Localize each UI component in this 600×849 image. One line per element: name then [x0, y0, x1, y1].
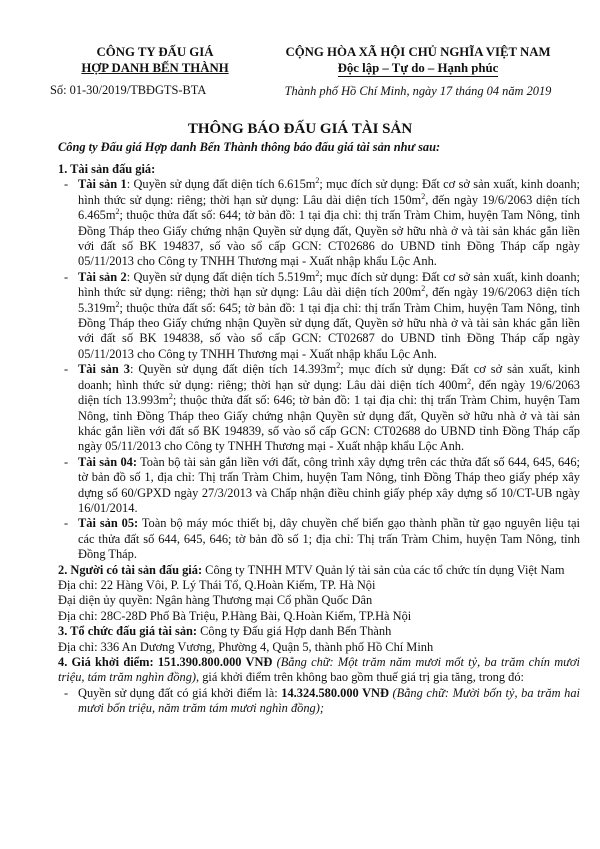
national-motto: Độc lập – Tự do – Hạnh phúc [337, 61, 499, 75]
asset-1: - Tài sản 1: Quyền sử dụng đất diện tích $6.615m^2$; mục đích sử dụng: Đất cơ sở sản xuất, kinh doanh; hình thức sử dụng: riêng; thời hạn sử dụng: Lâu dài diện tích $150m^2$, đến ngày 19/6/2063 diện tích $6.465m^2$; thuộc thửa đất số: 644; tờ bản đồ: 1 tại địa chỉ: thị trấn Tràm Chim, huyện Tam Nông, tỉnh Đồng Tháp theo Giấy chứng nhận Quyền sử dụng đất, Quyền sở hữu nhà ở và tài sản khác gắn liền với đất số BK 194837, số vào sổ cấp GCN: CT02686 do UBND tỉnh Đồng Tháp cấp ngày 05/11/2013 cho Công ty TNHH Thương mại - Xuất nhập khẩu Lộc Anh. [58, 177, 580, 269]
document-number: Số: 01-30/2019/TBĐGTS-BTA [50, 83, 207, 97]
company-name-line2: HỢP DANH BẾN THÀNH [81, 61, 229, 75]
starting-price: 4. Giá khởi điểm: 151.390.800.000 VNĐ [58, 655, 273, 669]
land-use-price-words: (Bằng chữ: Mười bốn tỷ, ba trăm hai mươi bốn triệu, năm trăm tám mươi nghìn đồng); [78, 685, 580, 716]
section-4: 4. Giá khởi điểm: 151.390.800.000 VNĐ (Bằng chữ: Một trăm năm mươi mốt tỷ, ba trăm chín mươi triệu, tám trăm nghìn đồng), giá khởi điểm trên không bao gồm thuế giá trị gia tăng, trong đó: [58, 655, 580, 685]
document-body [58, 162, 580, 717]
asset-4-label: Tài sản 04: [78, 454, 137, 469]
land-use-price: - Quyền sử dụng đất có giá khởi điểm là: 14.324.580.000 VNĐ (Bằng chữ: Mười bốn tỷ, ba trăm hai mươi bốn triệu, năm trăm tám mươi nghìn đồng); [58, 686, 580, 717]
asset-4: - Tài sản 04: Toàn bộ tài sản gắn liền với đất, công trình xây dựng trên các thửa đất số 644, 645, 646; tờ bản đồ số 1, địa chỉ: Thị trấn Tràm Chim, huyện Tam Nông, tỉnh Đồng Tháp theo giấy phép xây dựng số 60/GPXD ngày 27/3/2013 và Chấp nhận điều chỉnh giấy phép xây dựng số 10/CT-UB ngày 16/01/2014. [58, 455, 580, 517]
land-use-price-value: 14.324.580.000 VNĐ [281, 685, 389, 700]
intro-line: Công ty Đấu giá Hợp danh Bến Thành thông báo đấu giá tài sản như sau: [58, 140, 441, 154]
owner-address: Địa chỉ: 22 Hàng Vôi, P. Lý Thái Tổ, Q.Hoàn Kiếm, TP. Hà Nội [58, 577, 376, 592]
issuer-block [50, 44, 260, 98]
section-3-heading: 3. Tổ chức đấu giá tài sản: [58, 624, 198, 639]
asset-5: - Tài sản 05: Toàn bộ máy móc thiết bị, dây chuyền chế biến gạo thành phần từ gạo nguyên liệu tại các thửa đất số 644, 645, 646; tờ bản đồ số 1; địa chỉ: Thị trấn Tràm Chim, huyện Tam Nông, tỉnh Đồng Tháp. [58, 516, 580, 562]
starting-price-words: (Bằng chữ: Một trăm năm mươi mốt tỷ, ba trăm chín mươi triệu, tám trăm nghìn đồng) [58, 655, 580, 685]
authorized-representative: Đại diện ủy quyền: Ngân hàng Thương mại Cổ phần Quốc Dân [58, 593, 373, 608]
document-title: THÔNG BÁO ĐẤU GIÁ TÀI SẢN [187, 121, 413, 137]
asset-3: - Tài sản 3: Quyền sử dụng đất diện tích $14.393m^2$; mục đích sử dụng: Đất cơ sở sản xuất, kinh doanh; hình thức sử dụng: riêng; thời hạn sử dụng: Lâu dài diện tích $400m^2$, đến ngày 19/6/2063 diện tích $13.993m^2$; thuộc thửa đất số: 646; tờ bản đồ: 1 tại địa chỉ: thị trấn Tràm Chim, huyện Tam Nông, tỉnh Đồng Tháp theo Giấy chứng nhận Quyền sử dụng đất, Quyền sở hữu nhà ở và tài sản khác gắn liền với đất số BK 194839, số vào sổ cấp GCN: CT02688 do UBND tỉnh Đồng Tháp cấp ngày 05/11/2013 cho Công ty TNHH Thương mại - Xuất nhập khẩu Lộc Anh. [58, 362, 580, 454]
section-2-heading: 2. Người có tài sản đấu giá: [58, 562, 203, 577]
representative-address: Địa chỉ: 28C-28D Phố Bà Triệu, P.Hàng Bài, Q.Hoàn Kiếm, TP.Hà Nội [58, 608, 412, 623]
asset-3-label: Tài sản 3 [78, 362, 130, 377]
asset-5-label: Tài sản 05: [78, 516, 139, 531]
asset-2: - Tài sản 2: Quyền sử dụng đất diện tích $5.519m^2$; mục đích sử dụng: Đất cơ sở sản xuất, kinh doanh; hình thức sử dụng: riêng; thời hạn sử dụng: Lâu dài diện tích $200m^2$, đến ngày 19/6/2063 diện tích $5.319m^2$; thuộc thửa đất số: 645; tờ bản đồ: 1 tại địa chỉ: thị trấn Tràm Chim, huyện Tam Nông, tỉnh Đồng Tháp theo Giấy chứng nhận Quyền sử dụng đất, Quyền sở hữu nhà ở và tài sản khác gắn liền với đất số BK 194838, số vào sổ cấp GCN: CT02687 do UBND tỉnh Đồng Tháp cấp ngày 05/11/2013 cho Công ty TNHH Thương mại - Xuất nhập khẩu Lộc Anh. [58, 270, 580, 362]
section-3: 3. Tổ chức đấu giá tài sản: Công ty Đấu giá Hợp danh Bến Thành [58, 624, 392, 639]
national-header [262, 44, 574, 99]
section-1-heading: 1. Tài sản đấu giá: [58, 162, 156, 176]
section-2: 2. Người có tài sản đấu giá: Công ty TNHH MTV Quản lý tài sản của các tổ chức tín dụng Việt Nam [58, 562, 565, 577]
company-name-line1: CÔNG TY ĐẤU GIÁ [96, 45, 214, 59]
country-name: CỘNG HÒA XÃ HỘI CHỦ NGHĨA VIỆT NAM [285, 45, 551, 59]
document-date: Thành phố Hồ Chí Minh, ngày 17 tháng 04 năm 2019 [284, 84, 552, 98]
asset-1-label: Tài sản 1 [78, 177, 127, 192]
auctioneer-address: Địa chỉ: 336 An Dương Vương, Phường 4, Quận 5, thành phố Hồ Chí Minh [58, 639, 434, 654]
asset-2-label: Tài sản 2 [78, 269, 127, 284]
